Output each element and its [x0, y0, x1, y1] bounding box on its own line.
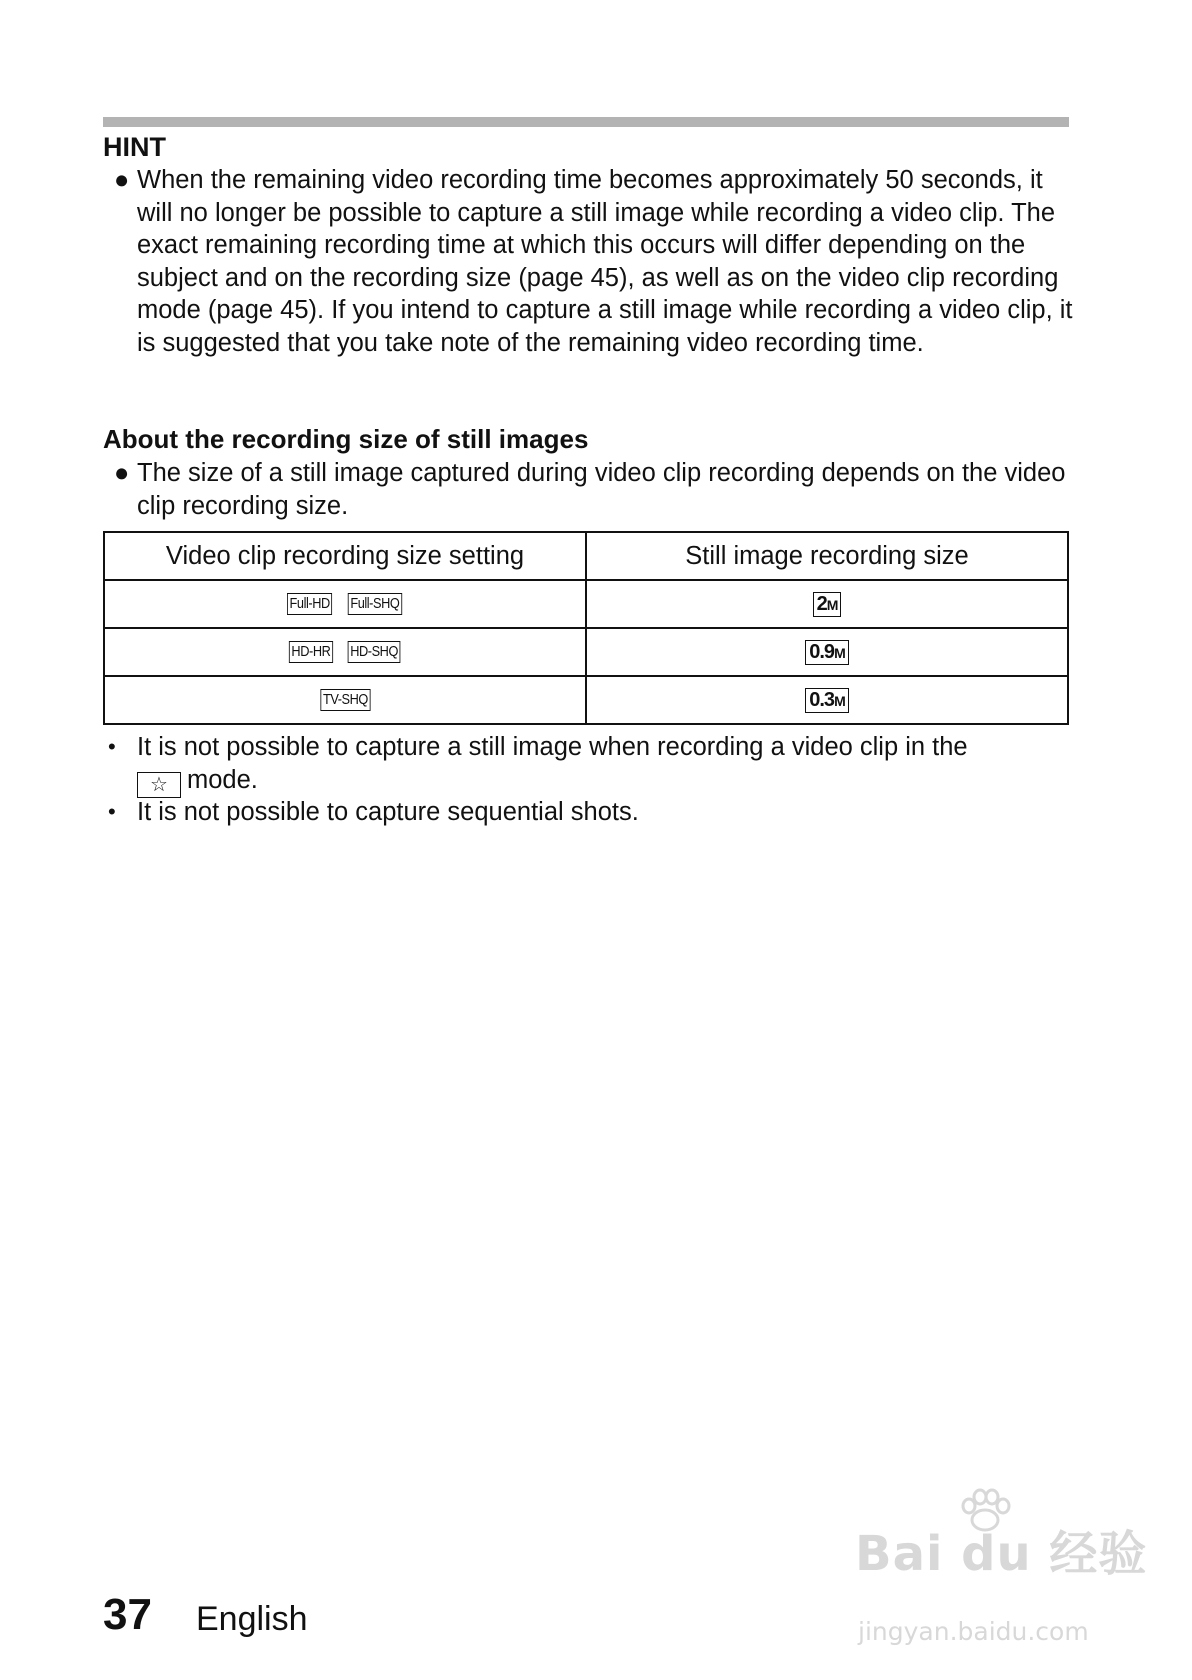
- recording-size-bullet: ●: [114, 459, 130, 487]
- watermark-brand: Bai du 经验: [855, 1526, 1148, 1582]
- still-2m-icon: 2M: [813, 592, 842, 617]
- table-header-still: Still image recording size: [586, 532, 1068, 580]
- video-size-cell: [104, 580, 586, 628]
- star-mode-icon: ☆: [137, 772, 181, 798]
- still-size-cell: [586, 628, 1068, 676]
- note-bullet: •: [108, 734, 116, 759]
- full-shq-icon: Full-SHQ: [348, 593, 402, 615]
- watermark-url: jingyan.baidu.com: [858, 1617, 1089, 1646]
- recording-size-text: The size of a still image captured during video clip recording depends on the video clip recording size.: [137, 459, 1066, 520]
- full-hd-icon: Full-HD: [287, 593, 332, 615]
- still-0-9m-icon: 0.9M: [805, 640, 848, 665]
- still-size-cell: [586, 580, 1068, 628]
- still-size-cell: [586, 676, 1068, 724]
- video-size-cell: [104, 676, 586, 724]
- still-0-3m-icon: 0.3M: [805, 688, 848, 713]
- table-row: [104, 628, 1068, 676]
- note-1: [137, 731, 1077, 798]
- video-size-cell: [104, 628, 586, 676]
- note-1-text: It is not possible to capture a still image when recording a video clip in the: [137, 733, 968, 761]
- table-row: [104, 676, 1068, 724]
- hint-text: When the remaining video recording time becomes approximately 50 seconds, it will no longer be possible to capture a still image while recording a video clip. The exact remaining recording time at which this occurs will differ depending on the subject and on the recording size (page 45), as well as on the video clip recording mode (page 45). If you intend to capture a still image while recording a video clip, it is suggested that you take note of the remaining video recording time.: [137, 166, 1073, 357]
- page-language: English: [196, 1600, 308, 1638]
- hint-divider-bar: [103, 117, 1069, 127]
- hint-heading: HINT: [103, 132, 166, 162]
- note-2: It is not possible to capture sequential shots.: [137, 798, 639, 826]
- note-bullet: •: [108, 799, 116, 824]
- hint-bullet: ●: [114, 166, 130, 194]
- table-header-video: Video clip recording size setting: [104, 532, 586, 580]
- hd-shq-icon: HD-SHQ: [348, 641, 401, 663]
- recording-size-heading: About the recording size of still images: [103, 424, 589, 454]
- page-number: 37: [103, 1590, 152, 1639]
- table-row: [104, 580, 1068, 628]
- hd-hr-icon: HD-HR: [289, 641, 333, 663]
- tv-shq-icon: TV-SHQ: [320, 689, 370, 711]
- recording-size-table: [103, 531, 1069, 725]
- table-header-row: [104, 532, 1068, 580]
- note-1-suffix: mode.: [187, 765, 258, 794]
